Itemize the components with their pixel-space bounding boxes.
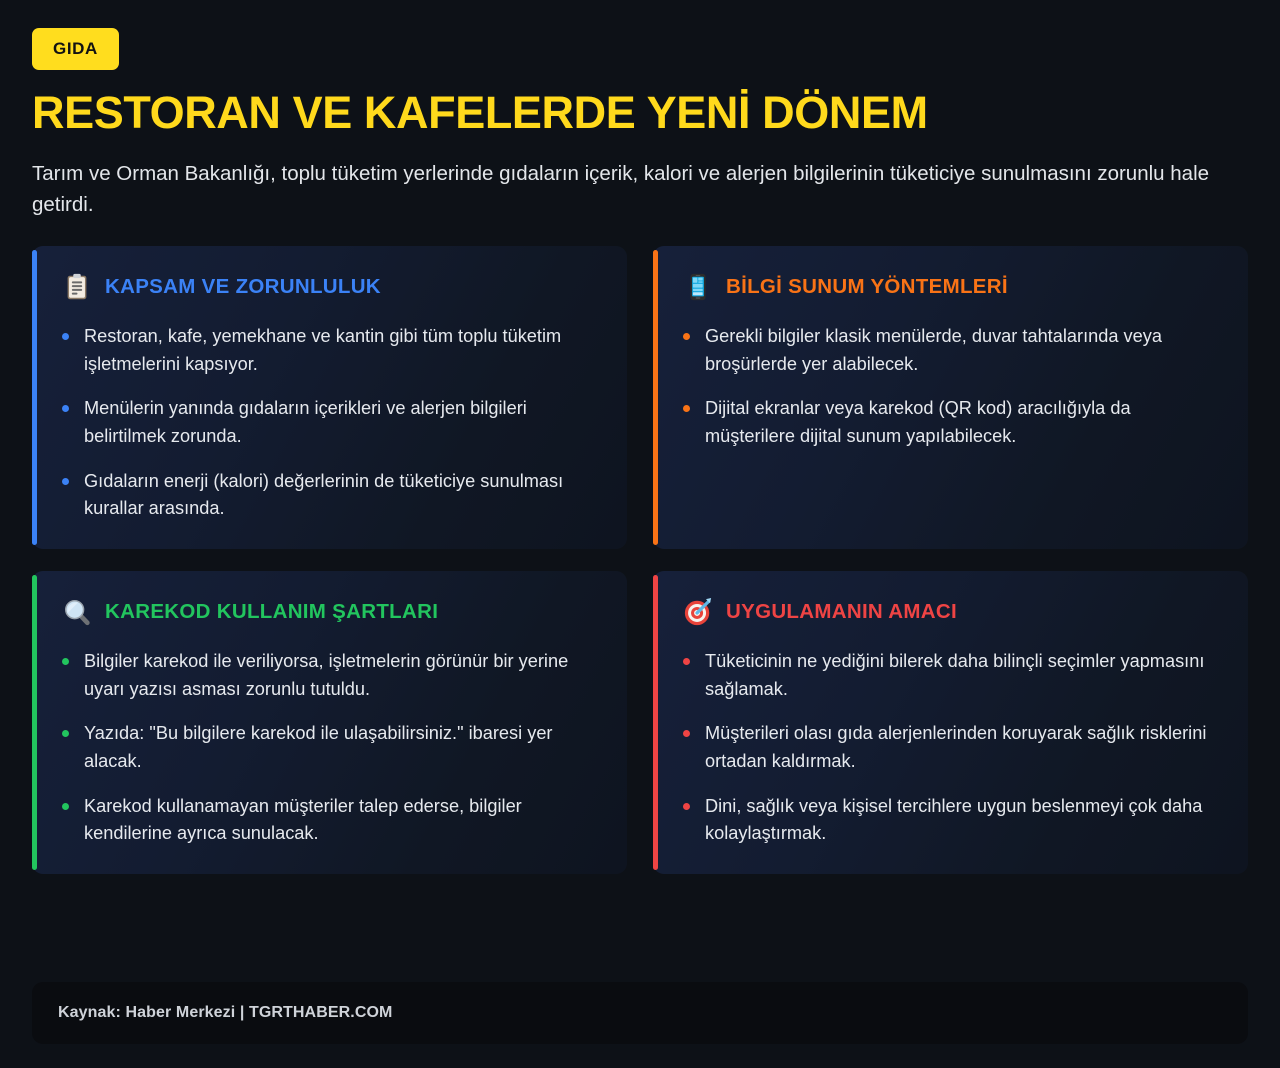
list-item — [62, 648, 599, 703]
list-item — [62, 323, 599, 378]
list-item-text: Müşterileri olası gıda alerjenlerinden koruyarak sağlık risklerini ortadan kaldırmak. — [705, 723, 1207, 772]
card-title: UYGULAMANIN AMACI — [726, 600, 957, 624]
list-item — [683, 720, 1220, 775]
list-item-text: Menülerin yanında gıdaların içerikleri ve alerjen bilgileri belirtilmek zorunda. — [84, 398, 527, 447]
bullet-dot — [62, 730, 69, 737]
card-bullet-list — [62, 323, 599, 523]
card-title: KAPSAM VE ZORUNLULUK — [105, 275, 381, 299]
list-item — [683, 323, 1220, 378]
list-item-text: Yazıda: "Bu bilgilere karekod ile ulaşabilirsiniz." ibaresi yer alacak. — [84, 723, 553, 772]
dart-target-icon — [683, 597, 713, 627]
page-title: RESTORAN VE KAFELERDE YENİ DÖNEM — [32, 87, 928, 138]
mobile-phone-icon — [683, 272, 713, 302]
card-title: BİLGİ SUNUM YÖNTEMLERİ — [726, 275, 1008, 299]
card-accent-bar — [32, 250, 37, 545]
info-card-uygulamanin-amaci — [653, 571, 1248, 874]
list-item — [683, 793, 1220, 848]
list-item — [62, 468, 599, 523]
bullet-dot — [62, 333, 69, 340]
bullet-dot — [683, 333, 690, 340]
bullet-dot — [683, 658, 690, 665]
list-item — [62, 395, 599, 450]
list-item — [62, 720, 599, 775]
card-accent-bar — [32, 575, 37, 870]
bullet-dot — [62, 803, 69, 810]
list-item-text: Bilgiler karekod ile veriliyorsa, işletmelerin görünür bir yerine uyarı yazısı asması zorunlu tutuldu. — [84, 651, 569, 699]
list-item-text: Dini, sağlık veya kişisel tercihlere uygun beslenmeyi çok daha kolaylaştırmak. — [705, 795, 1203, 844]
list-item-text: Dijital ekranlar veya karekod (QR kod) aracılığıyla da müşterilere dijital sunum yapılabilecek. — [705, 398, 1131, 447]
card-title: KAREKOD KULLANIM ŞARTLARI — [105, 600, 439, 624]
card-bullet-list — [683, 648, 1220, 848]
category-badge: GIDA — [32, 28, 119, 70]
magnifying-glass-icon — [62, 597, 92, 627]
page-subtitle: Tarım ve Orman Bakanlığı, toplu tüketim yerlerinde gıdaların içerik, kalori ve alerjen bilgilerinin tüketiciye sunulmasını zorunlu hale getirdi. — [32, 161, 1210, 217]
card-accent-bar — [653, 575, 658, 870]
list-item-text: Karekod kullanamayan müşteriler talep ederse, bilgiler kendilerine ayrıca sunulacak. — [84, 795, 522, 844]
info-card-karekod-kullanim-sartlari — [32, 571, 627, 874]
card-bullet-list — [62, 648, 599, 848]
bullet-dot — [62, 478, 69, 485]
card-bullet-list — [683, 323, 1220, 451]
source-footer: Kaynak: Haber Merkezi | TGRTHABER.COM — [32, 982, 1248, 1044]
list-item — [62, 793, 599, 848]
card-header — [62, 272, 599, 302]
card-accent-bar — [653, 250, 658, 545]
info-card-bilgi-sunum-yontemleri — [653, 246, 1248, 549]
list-item-text: Gerekli bilgiler klasik menülerde, duvar tahtalarında veya broşürlerde yer alabilecek. — [705, 326, 1162, 374]
bullet-dot — [683, 405, 690, 412]
bullet-dot — [683, 730, 690, 737]
bullet-dot — [683, 803, 690, 810]
list-item-text: Tüketicinin ne yediğini bilerek daha bilinçli seçimler yapmasını sağlamak. — [705, 651, 1205, 699]
clipboard-icon — [62, 272, 92, 302]
list-item — [683, 648, 1220, 703]
info-card-kapsam-ve-zorunluluk — [32, 246, 627, 549]
info-card-grid — [32, 246, 1248, 962]
list-item — [683, 395, 1220, 450]
list-item-text: Gıdaların enerji (kalori) değerlerinin de tüketiciye sunulması kurallar arasında. — [84, 470, 564, 519]
bullet-dot — [62, 658, 69, 665]
card-header — [62, 597, 599, 627]
bullet-dot — [62, 405, 69, 412]
list-item-text: Restoran, kafe, yemekhane ve kantin gibi tüm toplu tüketim işletmelerini kapsıyor. — [84, 326, 562, 374]
card-header — [683, 597, 1220, 627]
card-header — [683, 272, 1220, 302]
